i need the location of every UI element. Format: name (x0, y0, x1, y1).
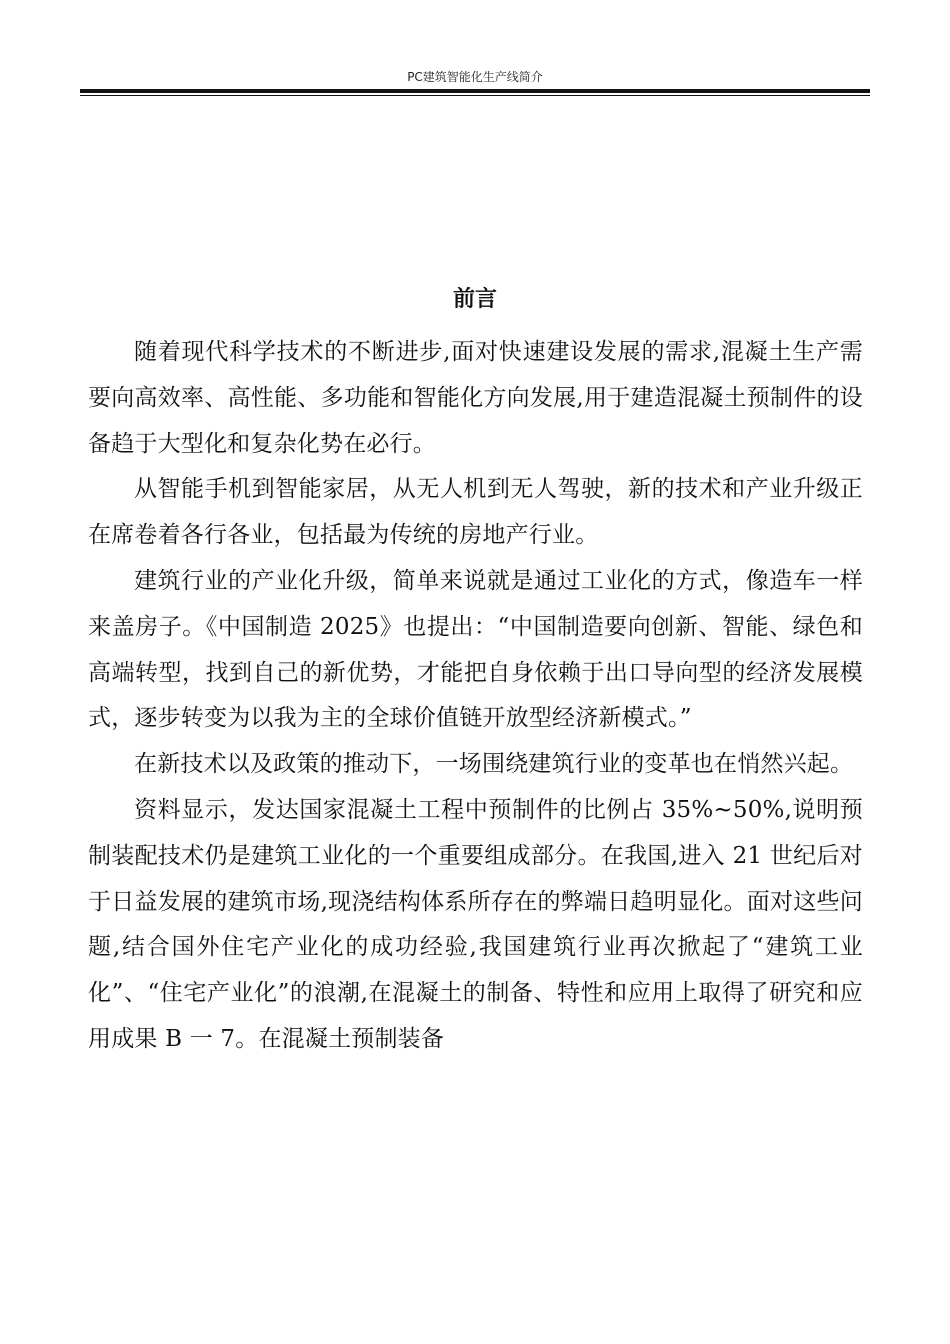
paragraph-2: 从智能手机到智能家居，从无人机到无人驾驶，新的技术和产业升级正在席卷着各行各业，包括最为传统的房地产行业。 (88, 476, 863, 549)
paragraph-4: 在新技术以及政策的推动下，一场围绕建筑行业的变革也在悄然兴起。 (134, 751, 854, 778)
body-text (88, 330, 863, 1063)
header-rule-thick (80, 89, 870, 93)
page-title: 前言 (452, 287, 497, 312)
header-rule-thin (80, 95, 870, 96)
paragraph-1: 随着现代科学技术的不断进步,面对快速建设发展的需求,混凝土生产需要向高效率、高性能、多功能和智能化方向发展,用于建造混凝土预制件的设备趋于大型化和复杂化势在必行。 (88, 339, 863, 457)
paragraph-3: 建筑行业的产业化升级，简单来说就是通过工业化的方式，像造车一样来盖房子。《中国制造 2025》也提出：“中国制造要向创新、智能、绿色和高端转型，找到自己的新优势，才能把自身依赖于出口导向型的经济发展模式，逐步转变为以我为主的全球价值链开放型经济新模式。” (88, 567, 863, 732)
paragraph-5: 资料显示，发达国家混凝土工程中预制件的比例占 35%~50%,说明预制装配技术仍是建筑工业化的一个重要组成部分。在我国,进入 21 世纪后对于日益发展的建筑市场,现浇结构体系所存在的弊端日趋明显化。面对这些问题,结合国外住宅产业化的成功经验,我国建筑行业再次掀起了“建筑工业化”、“住宅产业化”的浪潮,在混凝土的制备、特性和应用上取得了研究和应用成果 B 一 7。在混凝土预制装备 (88, 796, 863, 1052)
running-header: PC建筑智能化生产线简介 (407, 70, 543, 84)
